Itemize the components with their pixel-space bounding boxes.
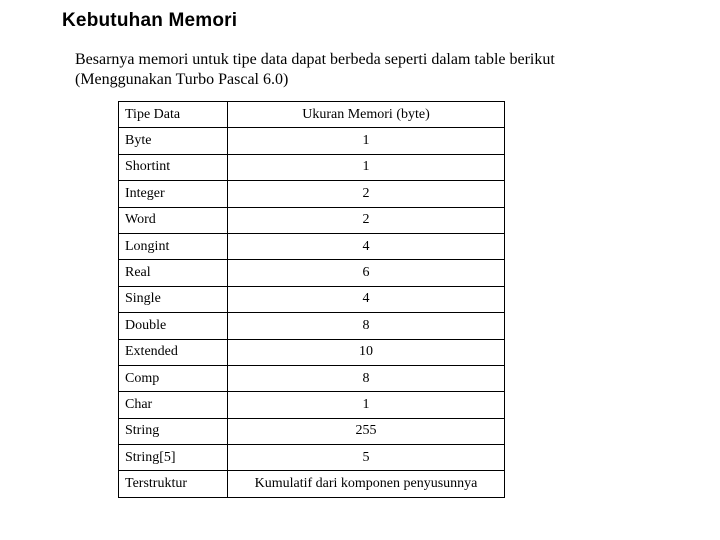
- cell-data-type: Word: [119, 207, 228, 233]
- cell-memory-size: 1: [228, 392, 505, 418]
- cell-data-type: Real: [119, 260, 228, 286]
- table-row: [119, 233, 505, 259]
- table-row: [119, 207, 505, 233]
- page-title: Kebutuhan Memori: [62, 10, 238, 31]
- table-row: [119, 339, 505, 365]
- header-data-type: Tipe Data: [119, 102, 228, 128]
- cell-memory-size: 2: [228, 181, 505, 207]
- table-row: [119, 313, 505, 339]
- table-header-row: [119, 102, 505, 128]
- table-row: [119, 181, 505, 207]
- table-row: [119, 418, 505, 444]
- cell-data-type: Comp: [119, 365, 228, 391]
- table-row: [119, 286, 505, 312]
- cell-data-type: String[5]: [119, 445, 228, 471]
- cell-memory-size: 4: [228, 286, 505, 312]
- cell-memory-size: 8: [228, 313, 505, 339]
- cell-memory-size: 1: [228, 128, 505, 154]
- cell-data-type: Char: [119, 392, 228, 418]
- intro-line-1: Besarnya memori untuk tipe data dapat berbeda seperti dalam table berikut: [75, 51, 555, 68]
- header-memory-size: Ukuran Memori (byte): [228, 102, 505, 128]
- cell-data-type: Shortint: [119, 154, 228, 180]
- cell-memory-size: Kumulatif dari komponen penyusunnya: [228, 471, 505, 497]
- table-row: [119, 392, 505, 418]
- cell-data-type: Extended: [119, 339, 228, 365]
- cell-data-type: String: [119, 418, 228, 444]
- cell-memory-size: 4: [228, 233, 505, 259]
- cell-data-type: Single: [119, 286, 228, 312]
- table-row: [119, 471, 505, 497]
- cell-memory-size: 1: [228, 154, 505, 180]
- cell-memory-size: 5: [228, 445, 505, 471]
- table-row: [119, 128, 505, 154]
- intro-line-2: (Menggunakan Turbo Pascal 6.0): [75, 71, 289, 88]
- cell-memory-size: 2: [228, 207, 505, 233]
- cell-data-type: Byte: [119, 128, 228, 154]
- cell-data-type: Terstruktur: [119, 471, 228, 497]
- table-row: [119, 445, 505, 471]
- table-row: [119, 365, 505, 391]
- cell-data-type: Double: [119, 313, 228, 339]
- cell-memory-size: 255: [228, 418, 505, 444]
- cell-memory-size: 10: [228, 339, 505, 365]
- cell-memory-size: 8: [228, 365, 505, 391]
- table-row: [119, 260, 505, 286]
- intro-text: [75, 50, 555, 90]
- cell-data-type: Integer: [119, 181, 228, 207]
- memory-size-table: [118, 101, 505, 498]
- table-row: [119, 154, 505, 180]
- cell-memory-size: 6: [228, 260, 505, 286]
- cell-data-type: Longint: [119, 233, 228, 259]
